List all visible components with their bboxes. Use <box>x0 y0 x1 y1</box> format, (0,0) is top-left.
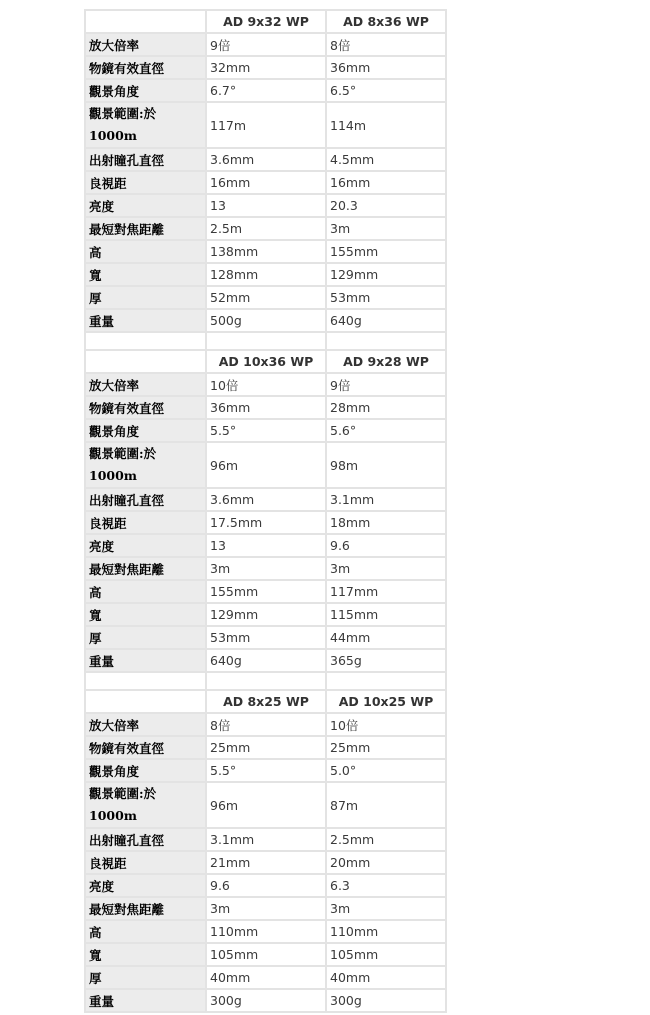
spec-row <box>85 736 446 759</box>
spec-label: 最短對焦距離 <box>85 897 206 920</box>
spec-label: 出射瞳孔直徑 <box>85 488 206 511</box>
spec-value: 87m <box>326 782 446 828</box>
spec-value: 129mm <box>206 603 326 626</box>
spec-value: 36mm <box>326 56 446 79</box>
spec-row <box>85 966 446 989</box>
spec-row <box>85 396 446 419</box>
spec-row <box>85 511 446 534</box>
spec-value: 128mm <box>206 263 326 286</box>
spec-value: 640g <box>326 309 446 332</box>
spec-value: 500g <box>206 309 326 332</box>
spec-label: 觀景角度 <box>85 419 206 442</box>
spec-row <box>85 309 446 332</box>
spec-value: 110mm <box>206 920 326 943</box>
spec-value: 10倍 <box>326 713 446 736</box>
spec-row <box>85 989 446 1012</box>
spec-value: 6.5° <box>326 79 446 102</box>
spec-value: 300g <box>326 989 446 1012</box>
spec-value: 13 <box>206 194 326 217</box>
spec-value: 9.6 <box>326 534 446 557</box>
spec-label: 高 <box>85 580 206 603</box>
spec-value: 2.5m <box>206 217 326 240</box>
spec-row <box>85 851 446 874</box>
spec-value: 115mm <box>326 603 446 626</box>
spec-value: 129mm <box>326 263 446 286</box>
spec-row <box>85 534 446 557</box>
spec-label: 物鏡有效直徑 <box>85 736 206 759</box>
spec-value: 9倍 <box>206 33 326 56</box>
spec-value: 117mm <box>326 580 446 603</box>
spec-value: 5.5° <box>206 419 326 442</box>
spec-label: 良視距 <box>85 171 206 194</box>
model-name-header: AD 8x25 WP <box>206 690 326 713</box>
spec-label: 寬 <box>85 943 206 966</box>
spec-label: 觀景範圍:於1000m <box>85 102 206 148</box>
spec-value: 3.6mm <box>206 488 326 511</box>
spec-value: 17.5mm <box>206 511 326 534</box>
spec-label: 放大倍率 <box>85 373 206 396</box>
spec-label: 最短對焦距離 <box>85 557 206 580</box>
spec-value: 3m <box>206 897 326 920</box>
spec-value: 13 <box>206 534 326 557</box>
spec-value: 40mm <box>326 966 446 989</box>
spec-label: 觀景範圍:於1000m <box>85 782 206 828</box>
spec-label: 物鏡有效直徑 <box>85 56 206 79</box>
spec-value: 5.0° <box>326 759 446 782</box>
spec-value: 3m <box>206 557 326 580</box>
spec-label: 良視距 <box>85 851 206 874</box>
spec-row <box>85 828 446 851</box>
spec-value: 96m <box>206 442 326 488</box>
spec-value: 32mm <box>206 56 326 79</box>
spec-value: 3m <box>326 557 446 580</box>
header-empty-cell <box>85 10 206 33</box>
spec-value: 44mm <box>326 626 446 649</box>
spec-value: 40mm <box>206 966 326 989</box>
spec-label: 重量 <box>85 989 206 1012</box>
spec-row <box>85 286 446 309</box>
spec-label: 出射瞳孔直徑 <box>85 148 206 171</box>
spec-value: 96m <box>206 782 326 828</box>
spec-row <box>85 649 446 672</box>
spec-label: 寬 <box>85 263 206 286</box>
spec-row <box>85 194 446 217</box>
spec-label: 寬 <box>85 603 206 626</box>
spec-value: 300g <box>206 989 326 1012</box>
spec-value: 21mm <box>206 851 326 874</box>
spec-value: 105mm <box>326 943 446 966</box>
spec-row <box>85 56 446 79</box>
spec-value: 36mm <box>206 396 326 419</box>
spec-value: 18mm <box>326 511 446 534</box>
spec-value: 3m <box>326 217 446 240</box>
spec-label: 觀景範圍:於1000m <box>85 442 206 488</box>
spec-value: 2.5mm <box>326 828 446 851</box>
spec-label: 重量 <box>85 309 206 332</box>
spec-value: 28mm <box>326 396 446 419</box>
spec-row <box>85 897 446 920</box>
spec-value: 640g <box>206 649 326 672</box>
spec-value: 5.5° <box>206 759 326 782</box>
spec-value: 9.6 <box>206 874 326 897</box>
spec-row <box>85 626 446 649</box>
spec-row <box>85 240 446 263</box>
spec-value: 53mm <box>206 626 326 649</box>
spec-row <box>85 102 446 148</box>
spec-value: 16mm <box>326 171 446 194</box>
spec-label: 厚 <box>85 966 206 989</box>
spec-value: 98m <box>326 442 446 488</box>
spec-value: 4.5mm <box>326 148 446 171</box>
spec-value: 5.6° <box>326 419 446 442</box>
spec-row <box>85 920 446 943</box>
spec-label: 亮度 <box>85 194 206 217</box>
spec-value: 114m <box>326 102 446 148</box>
spec-row <box>85 442 446 488</box>
spec-value: 9倍 <box>326 373 446 396</box>
spec-row <box>85 782 446 828</box>
spec-row <box>85 580 446 603</box>
spec-row <box>85 79 446 102</box>
model-name-header: AD 8x36 WP <box>326 10 446 33</box>
spec-value: 16mm <box>206 171 326 194</box>
spec-row <box>85 874 446 897</box>
spec-row <box>85 171 446 194</box>
spec-label: 厚 <box>85 626 206 649</box>
spec-label: 高 <box>85 240 206 263</box>
spec-label: 觀景角度 <box>85 759 206 782</box>
spec-value: 8倍 <box>326 33 446 56</box>
spec-label: 良視距 <box>85 511 206 534</box>
spec-value: 20.3 <box>326 194 446 217</box>
spec-value: 10倍 <box>206 373 326 396</box>
spec-row <box>85 603 446 626</box>
header-empty-cell <box>85 350 206 373</box>
spec-row <box>85 419 446 442</box>
spec-row <box>85 557 446 580</box>
spec-value: 110mm <box>326 920 446 943</box>
spec-value: 25mm <box>206 736 326 759</box>
spec-value: 6.3 <box>326 874 446 897</box>
spec-value: 105mm <box>206 943 326 966</box>
model-name-header: AD 10x36 WP <box>206 350 326 373</box>
spec-row <box>85 713 446 736</box>
spec-row <box>85 263 446 286</box>
spec-value: 3.6mm <box>206 148 326 171</box>
spec-label: 出射瞳孔直徑 <box>85 828 206 851</box>
model-header-row <box>85 690 446 713</box>
spec-value: 6.7° <box>206 79 326 102</box>
spec-label: 亮度 <box>85 534 206 557</box>
spec-row <box>85 148 446 171</box>
spec-value: 3.1mm <box>326 488 446 511</box>
spec-value: 365g <box>326 649 446 672</box>
spec-value: 53mm <box>326 286 446 309</box>
spec-label: 亮度 <box>85 874 206 897</box>
spec-row <box>85 943 446 966</box>
spec-row <box>85 217 446 240</box>
spec-label: 厚 <box>85 286 206 309</box>
spec-row <box>85 373 446 396</box>
spec-table <box>84 9 447 356</box>
spec-value: 117m <box>206 102 326 148</box>
spec-value: 52mm <box>206 286 326 309</box>
model-name-header: AD 10x25 WP <box>326 690 446 713</box>
spec-table <box>84 349 447 696</box>
spec-label: 放大倍率 <box>85 33 206 56</box>
spec-label: 高 <box>85 920 206 943</box>
spec-value: 3m <box>326 897 446 920</box>
spec-row <box>85 759 446 782</box>
model-header-row <box>85 10 446 33</box>
spec-label: 最短對焦距離 <box>85 217 206 240</box>
spec-value: 25mm <box>326 736 446 759</box>
spec-label: 物鏡有效直徑 <box>85 396 206 419</box>
spec-label: 觀景角度 <box>85 79 206 102</box>
model-header-row <box>85 350 446 373</box>
spec-label: 放大倍率 <box>85 713 206 736</box>
spec-row <box>85 488 446 511</box>
model-name-header: AD 9x32 WP <box>206 10 326 33</box>
spec-value: 8倍 <box>206 713 326 736</box>
spec-value: 155mm <box>206 580 326 603</box>
spec-label: 重量 <box>85 649 206 672</box>
spec-value: 20mm <box>326 851 446 874</box>
spec-value: 138mm <box>206 240 326 263</box>
spec-value: 155mm <box>326 240 446 263</box>
spec-table <box>84 689 447 1013</box>
header-empty-cell <box>85 690 206 713</box>
spec-value: 3.1mm <box>206 828 326 851</box>
spec-row <box>85 33 446 56</box>
model-name-header: AD 9x28 WP <box>326 350 446 373</box>
